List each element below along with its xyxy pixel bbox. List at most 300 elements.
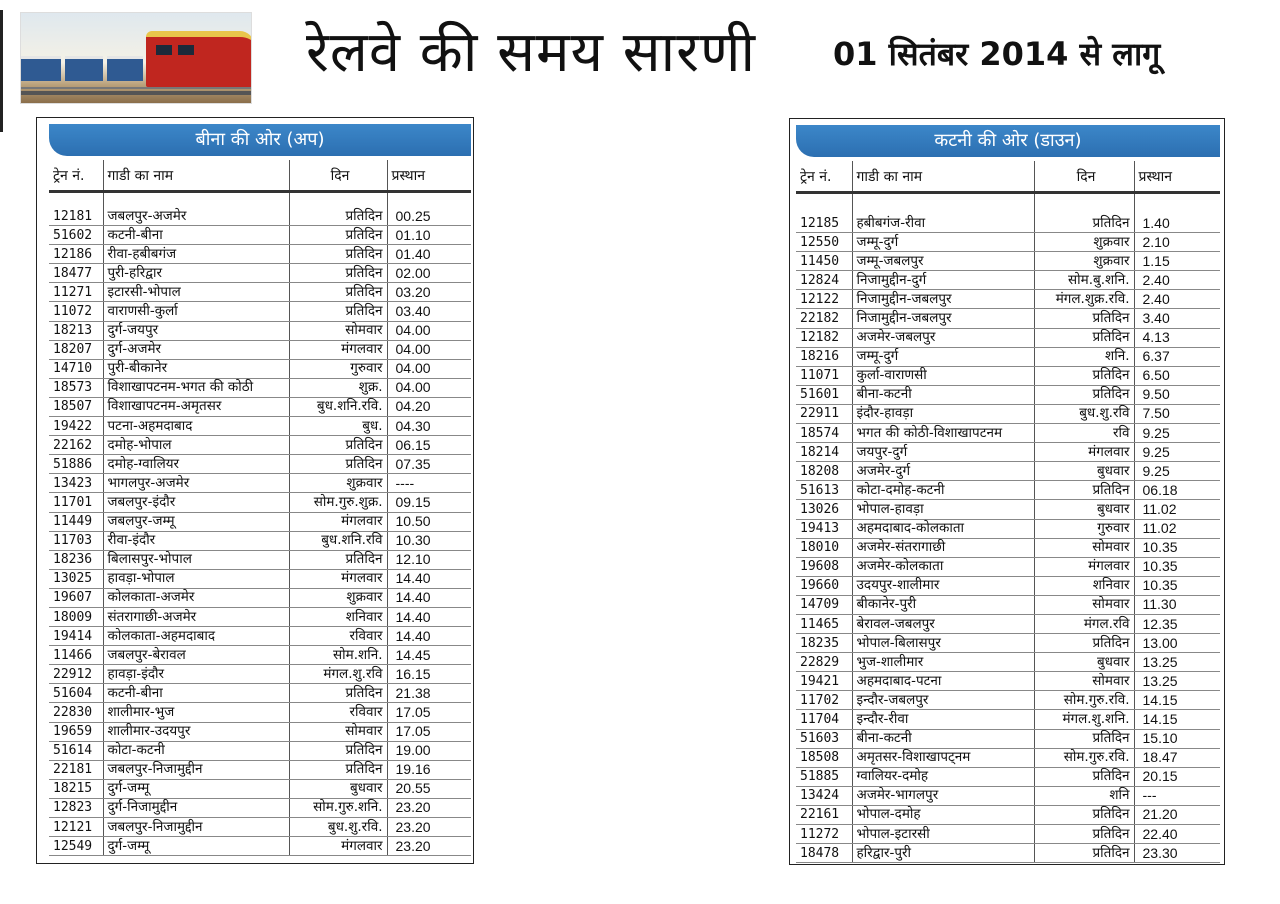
departure-time: 13.00	[1134, 634, 1220, 653]
departure-time: 14.45	[387, 646, 471, 665]
train-days: शनि	[1034, 786, 1134, 805]
page-title: रेलवे की समय सारणी	[306, 20, 757, 85]
table-row	[796, 786, 1220, 805]
train-days: सोम.गुरु.शनि.	[289, 798, 387, 817]
train-days: प्रतिदिन	[289, 436, 387, 455]
departure-time: 23.20	[387, 798, 471, 817]
train-days: सोमवार	[289, 722, 387, 741]
train-name: हरिद्वार-पुरी	[852, 844, 1034, 863]
train-name: भागलपुर-अजमेर	[103, 474, 289, 493]
train-number: 11702	[796, 691, 852, 710]
window	[178, 45, 194, 55]
train-name: ग्वालियर-दमोह	[852, 767, 1034, 786]
departure-time: 06.15	[387, 436, 471, 455]
train-name: निजामुद्दीन-जबलपुर	[852, 290, 1034, 309]
table-row	[796, 634, 1220, 653]
train-name: कटनी-बीना	[103, 684, 289, 703]
table-row	[796, 614, 1220, 633]
departure-time: 00.25	[387, 207, 471, 226]
departure-time: 1.40	[1134, 214, 1220, 233]
table-row	[49, 550, 471, 569]
departure-time: 17.05	[387, 703, 471, 722]
train-number: 18478	[796, 844, 852, 863]
train-number: 51602	[49, 226, 103, 245]
train-number: 18507	[49, 397, 103, 416]
table-row	[49, 665, 471, 684]
train-number: 51604	[49, 684, 103, 703]
table-row	[49, 474, 471, 493]
train-days: प्रतिदिन	[289, 207, 387, 226]
departure-time: 18.47	[1134, 748, 1220, 767]
departure-time: 19.00	[387, 741, 471, 760]
train-number: 51601	[796, 385, 852, 404]
train-days: प्रतिदिन	[1034, 214, 1134, 233]
col-departure: प्रस्थान	[1134, 161, 1220, 193]
train-name: भोपाल-बिलासपुर	[852, 634, 1034, 653]
train-days: प्रतिदिन	[1034, 767, 1134, 786]
departure-time: 21.20	[1134, 805, 1220, 824]
train-days: प्रतिदिन	[289, 226, 387, 245]
train-number: 11071	[796, 366, 852, 385]
train-number: 19608	[796, 557, 852, 576]
train-days: मंगल.रवि	[1034, 614, 1134, 633]
train-name: कोलकाता-अजमेर	[103, 588, 289, 607]
train-number: 51885	[796, 767, 852, 786]
train-number: 18215	[49, 779, 103, 798]
table-row	[49, 722, 471, 741]
col-train-name: गाडी का नाम	[103, 160, 289, 192]
train-days: मंगलवार	[289, 569, 387, 588]
table-row	[49, 779, 471, 798]
table-row	[49, 646, 471, 665]
table-row	[796, 729, 1220, 748]
train-days: मंगल.शु.शनि.	[1034, 710, 1134, 729]
table-row	[49, 378, 471, 397]
train-days: सोम.गुरु.रवि.	[1034, 691, 1134, 710]
train-days: सोम.गुरु.रवि.	[1034, 748, 1134, 767]
departure-time: 17.05	[387, 722, 471, 741]
table-row	[49, 302, 471, 321]
table-row	[796, 710, 1220, 729]
train-days: प्रतिदिन	[289, 760, 387, 779]
train-days: गुरुवार	[1034, 519, 1134, 538]
table-row	[49, 627, 471, 646]
train-days: मंगल.शु.रवि	[289, 665, 387, 684]
departure-time: 04.30	[387, 417, 471, 436]
table-row	[49, 283, 471, 302]
train-days: बुधवार	[1034, 462, 1134, 481]
train-name: निजामुद्दीन-जबलपुर	[852, 309, 1034, 328]
train-name: निजामुद्दीन-दुर्ग	[852, 271, 1034, 290]
train-name: इंदौर-हावड़ा	[852, 404, 1034, 423]
table-row	[49, 397, 471, 416]
train-name: दुर्ग-जम्मू	[103, 779, 289, 798]
spacer-row	[49, 192, 471, 208]
train-name: जम्मू-दुर्ग	[852, 233, 1034, 252]
departure-time: 04.00	[387, 321, 471, 340]
rail	[21, 87, 251, 89]
departure-time: 9.25	[1134, 443, 1220, 462]
table-row	[796, 366, 1220, 385]
up-table	[49, 160, 471, 856]
train-name: संतरागाछी-अजमेर	[103, 607, 289, 626]
table-row	[796, 672, 1220, 691]
train-name: भोपाल-हावड़ा	[852, 500, 1034, 519]
table-row	[796, 443, 1220, 462]
table-row	[49, 493, 471, 512]
table-row	[796, 347, 1220, 366]
train-number: 12549	[49, 837, 103, 856]
table-row	[796, 825, 1220, 844]
train-name: जबलपुर-निजामुद्दीन	[103, 818, 289, 837]
col-train-name: गाडी का नाम	[852, 161, 1034, 193]
train-number: 14710	[49, 359, 103, 378]
departure-time: 20.15	[1134, 767, 1220, 786]
departure-time: 19.16	[387, 760, 471, 779]
table-row	[49, 798, 471, 817]
down-table	[796, 161, 1220, 863]
train-number: 22830	[49, 703, 103, 722]
train-number: 18216	[796, 347, 852, 366]
train-number: 19413	[796, 519, 852, 538]
train-days: प्रतिदिन	[1034, 366, 1134, 385]
departure-time: ---	[1134, 786, 1220, 805]
train-days: मंगल.शुक्र.रवि.	[1034, 290, 1134, 309]
col-days: दिन	[289, 160, 387, 192]
train-name: जम्मू-जबलपुर	[852, 252, 1034, 271]
train-number: 19421	[796, 672, 852, 691]
train-number: 19422	[49, 417, 103, 436]
table-row	[796, 309, 1220, 328]
train-days: मंगलवार	[289, 340, 387, 359]
col-train-no: ट्रेन नं.	[796, 161, 852, 193]
col-days: दिन	[1034, 161, 1134, 193]
rail	[21, 91, 251, 95]
departure-time: 12.35	[1134, 614, 1220, 633]
window	[156, 45, 172, 55]
train-name: कटनी-बीना	[103, 226, 289, 245]
departure-time: 6.50	[1134, 366, 1220, 385]
train-number: 18573	[49, 378, 103, 397]
train-number: 18009	[49, 607, 103, 626]
departure-time: 12.10	[387, 550, 471, 569]
train-days: शुक्रवार	[1034, 233, 1134, 252]
train-days: बुधवार	[289, 779, 387, 798]
departure-time: 11.30	[1134, 595, 1220, 614]
up-rows	[49, 192, 471, 856]
train-number: 51603	[796, 729, 852, 748]
train-name: पटना-अहमदाबाद	[103, 417, 289, 436]
train-name: दमोह-भोपाल	[103, 436, 289, 455]
train-days: प्रतिदिन	[1034, 844, 1134, 863]
departure-time: 04.00	[387, 378, 471, 397]
train-number: 18477	[49, 264, 103, 283]
train-name: अजमेर-कोलकाता	[852, 557, 1034, 576]
departure-time: 10.35	[1134, 538, 1220, 557]
train-name: अजमेर-संतरागाछी	[852, 538, 1034, 557]
train-name: भोपाल-इटारसी	[852, 825, 1034, 844]
train-days: प्रतिदिन	[1034, 481, 1134, 500]
train-number: 13026	[796, 500, 852, 519]
train-name: दुर्ग-जम्मू	[103, 837, 289, 856]
train-name: जबलपुर-निजामुद्दीन	[103, 760, 289, 779]
train-days: प्रतिदिन	[289, 684, 387, 703]
departure-time: 13.25	[1134, 653, 1220, 672]
train-name: हबीबगंज-रीवा	[852, 214, 1034, 233]
left-rule	[0, 10, 3, 132]
departure-time: 13.25	[1134, 672, 1220, 691]
departure-time: 1.15	[1134, 252, 1220, 271]
train-days: शुक्रवार	[1034, 252, 1134, 271]
departure-time: 20.55	[387, 779, 471, 798]
train-number: 22162	[49, 436, 103, 455]
train-name: वाराणसी-कुर्ला	[103, 302, 289, 321]
spacer-row	[796, 193, 1220, 215]
down-rows	[796, 193, 1220, 863]
train-name: कोटा-दमोह-कटनी	[852, 481, 1034, 500]
train-name: दमोह-ग्वालियर	[103, 455, 289, 474]
train-number: 13423	[49, 474, 103, 493]
departure-time: 10.35	[1134, 557, 1220, 576]
departure-time: 14.15	[1134, 710, 1220, 729]
departure-time: 14.40	[387, 569, 471, 588]
train-number: 11450	[796, 252, 852, 271]
train-days: प्रतिदिन	[289, 264, 387, 283]
departure-time: 4.13	[1134, 328, 1220, 347]
departure-time: 04.00	[387, 340, 471, 359]
train-name: दुर्ग-जयपुर	[103, 321, 289, 340]
table-row	[796, 557, 1220, 576]
table-row	[796, 805, 1220, 824]
train-name: हावड़ा-भोपाल	[103, 569, 289, 588]
train-days: शनिवार	[1034, 576, 1134, 595]
train-days: बुध.	[289, 417, 387, 436]
train-number: 18214	[796, 443, 852, 462]
table-row	[796, 748, 1220, 767]
departure-time: 11.02	[1134, 519, 1220, 538]
train-number: 18235	[796, 634, 852, 653]
train-name: विशाखापटनम-अमृतसर	[103, 397, 289, 416]
train-number: 11449	[49, 512, 103, 531]
departure-time: 10.35	[1134, 576, 1220, 595]
train-days: प्रतिदिन	[289, 455, 387, 474]
train-number: 19414	[49, 627, 103, 646]
table-row	[796, 290, 1220, 309]
train-number: 12185	[796, 214, 852, 233]
train-number: 18207	[49, 340, 103, 359]
table-row	[49, 607, 471, 626]
train-name: इटारसी-भोपाल	[103, 283, 289, 302]
table-header-row	[49, 160, 471, 192]
train-days: प्रतिदिन	[1034, 309, 1134, 328]
table-row	[796, 595, 1220, 614]
train-number: 22912	[49, 665, 103, 684]
train-name: दुर्ग-अजमेर	[103, 340, 289, 359]
train-days: बुध.शनि.रवि.	[289, 397, 387, 416]
table-row	[796, 691, 1220, 710]
table-row	[796, 500, 1220, 519]
train-number: 18574	[796, 424, 852, 443]
train-days: बुधवार	[1034, 500, 1134, 519]
down-heading: कटनी की ओर (डाउन)	[796, 125, 1220, 157]
train-days: प्रतिदिन	[1034, 385, 1134, 404]
train-photo	[20, 12, 252, 104]
table-row	[49, 531, 471, 550]
train-days: शुक्रवार	[289, 588, 387, 607]
train-number: 11072	[49, 302, 103, 321]
train-number: 51614	[49, 741, 103, 760]
train-name: जबलपुर-अजमेर	[103, 207, 289, 226]
train-name: बिलासपुर-भोपाल	[103, 550, 289, 569]
departure-time: 10.30	[387, 531, 471, 550]
train-name: बीना-कटनी	[852, 729, 1034, 748]
departure-time: 03.20	[387, 283, 471, 302]
train-days: मंगलवार	[289, 837, 387, 856]
train-number: 51886	[49, 455, 103, 474]
train-number: 11465	[796, 614, 852, 633]
train-name: शालीमार-भुज	[103, 703, 289, 722]
train-name: कुर्ला-वाराणसी	[852, 366, 1034, 385]
train-number: 18213	[49, 321, 103, 340]
train-days: प्रतिदिन	[1034, 825, 1134, 844]
departure-time: 14.40	[387, 588, 471, 607]
train-days: सोमवार	[289, 321, 387, 340]
train-number: 12823	[49, 798, 103, 817]
up-heading: बीना की ओर (अप)	[49, 124, 471, 156]
train-name: भगत की कोठी-विशाखापटनम	[852, 424, 1034, 443]
departure-time: 2.10	[1134, 233, 1220, 252]
train-number: 11466	[49, 646, 103, 665]
train-days: मंगलवार	[1034, 557, 1134, 576]
train-name: इन्दौर-रीवा	[852, 710, 1034, 729]
departure-time: 14.15	[1134, 691, 1220, 710]
train-days: बुध.शु.रवि.	[289, 818, 387, 837]
train-number: 12824	[796, 271, 852, 290]
train-days: सोम.गुरु.शुक्र.	[289, 493, 387, 512]
train-number: 11701	[49, 493, 103, 512]
train-name: पुरी-बीकानेर	[103, 359, 289, 378]
train-days: प्रतिदिन	[289, 283, 387, 302]
train-name: जबलपुर-बेरावल	[103, 646, 289, 665]
table-row	[49, 245, 471, 264]
train-days: रविवार	[289, 627, 387, 646]
train-number: 12550	[796, 233, 852, 252]
train-days: सोमवार	[1034, 538, 1134, 557]
train-name: बीकानेर-पुरी	[852, 595, 1034, 614]
train-number: 18236	[49, 550, 103, 569]
table-row	[796, 481, 1220, 500]
departure-time: 3.40	[1134, 309, 1220, 328]
train-name: अहमदाबाद-पटना	[852, 672, 1034, 691]
departure-time: 14.40	[387, 627, 471, 646]
train-days: प्रतिदिन	[1034, 729, 1134, 748]
train-days: सोमवार	[1034, 595, 1134, 614]
train-number: 19607	[49, 588, 103, 607]
train-days: सोम.बु.शनि.	[1034, 271, 1134, 290]
train-number: 12181	[49, 207, 103, 226]
train-name: दुर्ग-निजामुद्दीन	[103, 798, 289, 817]
train-name: कोटा-कटनी	[103, 741, 289, 760]
table-row	[49, 818, 471, 837]
departure-time: 2.40	[1134, 271, 1220, 290]
train-number: 14709	[796, 595, 852, 614]
table-row	[49, 588, 471, 607]
train-name: इन्दौर-जबलपुर	[852, 691, 1034, 710]
table-row	[49, 436, 471, 455]
train-name: भोपाल-दमोह	[852, 805, 1034, 824]
table-row	[796, 538, 1220, 557]
train-name: बीना-कटनी	[852, 385, 1034, 404]
departure-time: 03.40	[387, 302, 471, 321]
table-row	[49, 512, 471, 531]
train-number: 11704	[796, 710, 852, 729]
table-row	[49, 455, 471, 474]
table-row	[49, 226, 471, 245]
train-number: 11703	[49, 531, 103, 550]
train-number: 13025	[49, 569, 103, 588]
train-number: 22182	[796, 309, 852, 328]
departure-time: 23.30	[1134, 844, 1220, 863]
coach	[21, 56, 61, 81]
departure-time: 14.40	[387, 607, 471, 626]
table-row	[49, 837, 471, 856]
train-name: शालीमार-उदयपुर	[103, 722, 289, 741]
train-days: प्रतिदिन	[289, 550, 387, 569]
departure-time: 15.10	[1134, 729, 1220, 748]
train-days: प्रतिदिन	[1034, 805, 1134, 824]
table-row	[49, 569, 471, 588]
train-name: जयपुर-दुर्ग	[852, 443, 1034, 462]
train-name: अजमेर-जबलपुर	[852, 328, 1034, 347]
col-train-no: ट्रेन नं.	[49, 160, 103, 192]
train-days: शुक्रवार	[289, 474, 387, 493]
train-days: रविवार	[289, 703, 387, 722]
departure-time: 04.00	[387, 359, 471, 378]
train-number: 11271	[49, 283, 103, 302]
train-days: शनि.	[1034, 347, 1134, 366]
departure-time: 04.20	[387, 397, 471, 416]
train-number: 51613	[796, 481, 852, 500]
effective-date: 01 सितंबर 2014 से लागू	[833, 35, 1161, 73]
train-days: प्रतिदिन	[289, 245, 387, 264]
train-days: प्रतिदिन	[1034, 328, 1134, 347]
departure-time: 6.37	[1134, 347, 1220, 366]
departure-time: 02.00	[387, 264, 471, 283]
train-number: 22161	[796, 805, 852, 824]
table-row	[796, 252, 1220, 271]
departure-time: 9.50	[1134, 385, 1220, 404]
train-number: 19659	[49, 722, 103, 741]
departure-time: 06.18	[1134, 481, 1220, 500]
col-departure: प्रस्थान	[387, 160, 471, 192]
train-number: 12121	[49, 818, 103, 837]
train-name: हावड़ा-इंदौर	[103, 665, 289, 684]
table-row	[796, 767, 1220, 786]
table-row	[796, 424, 1220, 443]
train-number: 19660	[796, 576, 852, 595]
departure-time: 23.20	[387, 818, 471, 837]
train-days: मंगलवार	[289, 512, 387, 531]
table-row	[796, 404, 1220, 423]
train-days: शुक्र.	[289, 378, 387, 397]
train-days: मंगलवार	[1034, 443, 1134, 462]
train-name: भुज-शालीमार	[852, 653, 1034, 672]
train-days: रवि	[1034, 424, 1134, 443]
train-number: 22829	[796, 653, 852, 672]
table-row	[49, 417, 471, 436]
table-row	[796, 576, 1220, 595]
train-number: 18208	[796, 462, 852, 481]
